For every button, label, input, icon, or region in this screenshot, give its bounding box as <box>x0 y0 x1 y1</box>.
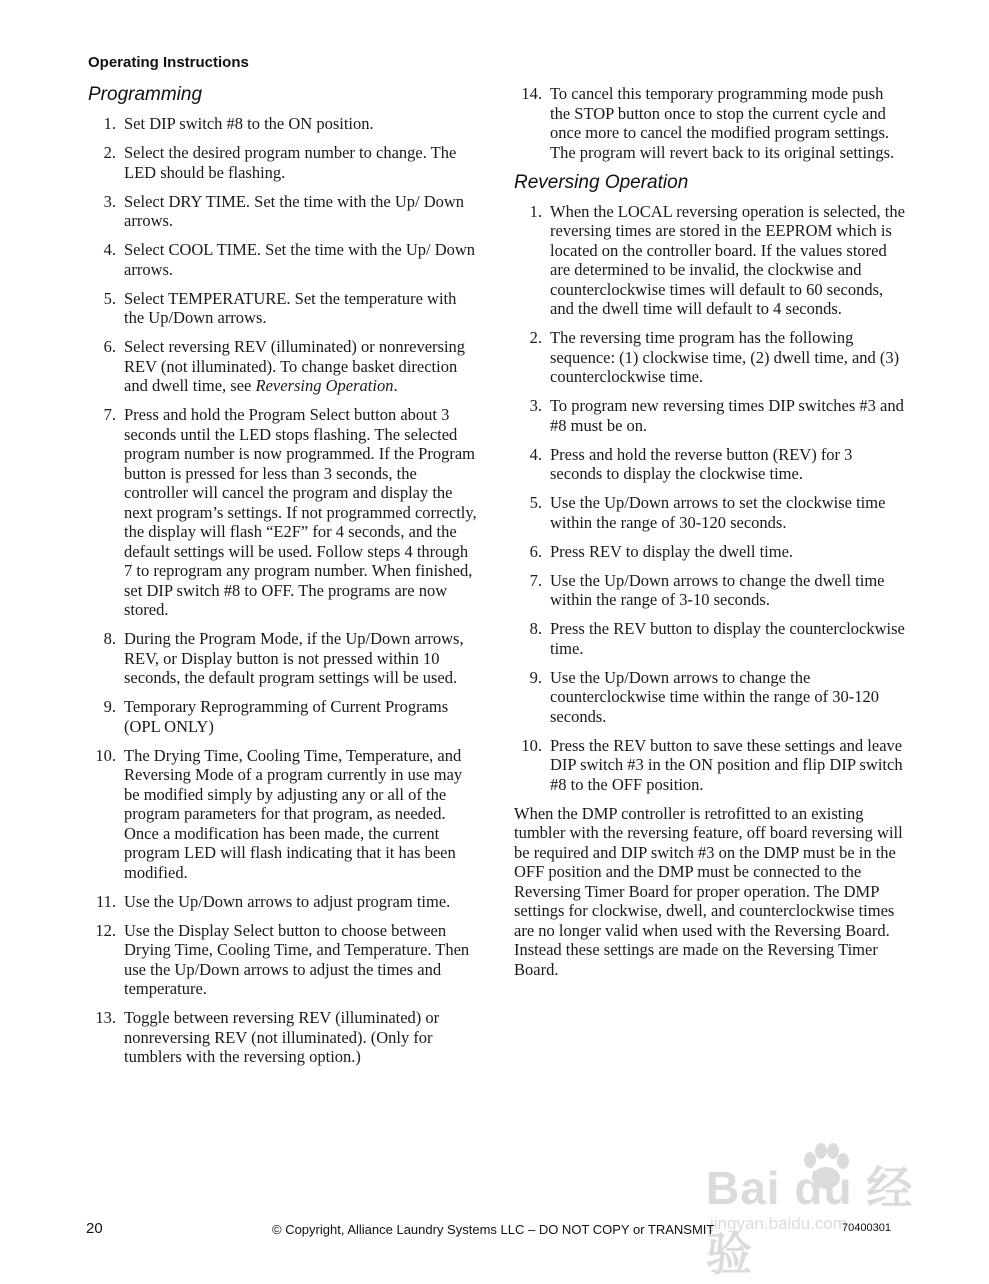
dmp-retrofit-note: When the DMP controller is retrofitted to an existing tumbler with the reversing feature, off board reversing will be required and DIP switch #3 on the DMP must be in the OFF position and the DMP must be connected to the Reversing Timer Board for proper operation. The DMP settings for clockwise, dwell, and counterclockwise times are no longer valid when used with the Reversing Board. Instead these settings are made on the Reversing Timer Board. <box>514 803 903 979</box>
list-item: 13. Toggle between reversing REV (illuminated) or nonreversing REV (not illuminated). (Only for tumblers with the reversing option.) <box>95 1008 440 1066</box>
programming-heading: Programming <box>88 84 203 105</box>
watermark-url: jingyan.baidu.com <box>710 1214 848 1233</box>
list-item: 6. Press REV to display the dwell time. <box>529 541 794 561</box>
right-column <box>514 80 906 979</box>
section-header: Operating Instructions <box>88 54 249 71</box>
list-item: 4. Select COOL TIME. Set the time with the Up/ Down arrows. <box>103 240 476 279</box>
reversing-steps <box>514 202 906 795</box>
list-item: 9. Temporary Reprogramming of Current Programs (OPL ONLY) <box>103 697 449 736</box>
page-footer <box>0 1218 989 1242</box>
list-item: 3. To program new reversing times DIP switches #3 and #8 must be on. <box>529 396 904 435</box>
programming-steps-continued <box>514 84 906 162</box>
list-item: 10. Press the REV button to save these settings and leave DIP switch #3 in the ON position and flip DIP switch #8 to the OFF position. <box>521 735 903 794</box>
list-item: 4. Press and hold the reverse button (REV) for 3 seconds to display the clockwise time. <box>529 444 853 483</box>
reversing-heading: Reversing Operation <box>514 171 689 193</box>
list-item: 8. During the Program Mode, if the Up/Down arrows, REV, or Display button is not pressed within 10 seconds, the default program settings will be used. <box>103 629 464 687</box>
copyright-notice: © Copyright, Alliance Laundry Systems LLC – DO NOT COPY or TRANSMIT <box>272 1222 715 1237</box>
left-column <box>88 80 480 1076</box>
list-item: 3. Select DRY TIME. Set the time with the Up/ Down arrows. <box>103 191 465 230</box>
list-item: 7. Press and hold the Program Select button about 3 seconds until the LED stops flashing. The selected program number is now programmed. If the Program button is pressed for less than 3 seconds, the controller will cancel the program and display the next program’s settings. If not programmed correctly, the display will flash “E2F” for 4 seconds, and the default settings will be used. Follow steps 4 through 7 to reprogram any program number. When finished, set DIP switch #8 to OFF. The programs are now stored. <box>103 405 477 619</box>
list-item: 14. To cancel this temporary programming mode push the STOP button once to stop the current cycle and once more to cancel the modified program settings. The program will revert back to its original settings. <box>521 84 895 162</box>
page-number: 20 <box>86 1220 103 1237</box>
list-item: 12. Use the Display Select button to choose between Drying Time, Cooling Time, and Temperature. Then use the Up/Down arrows to adjust the times and temperature. <box>95 920 470 998</box>
list-item: 6. Select reversing REV (illuminated) or nonreversing REV (not illuminated). To change basket direction and dwell time, see Reversing Operation. <box>103 337 466 395</box>
list-item: 9. Use the Up/Down arrows to change the counterclockwise time within the range of 30-120 seconds. <box>529 667 879 726</box>
list-item: 8. Press the REV button to display the counterclockwise time. <box>529 619 905 658</box>
document-number: 70400301 <box>842 1222 891 1234</box>
list-item: 2. Select the desired program number to change. The LED should be flashing. <box>103 143 457 182</box>
programming-steps <box>88 114 480 1067</box>
list-item: 5. Select TEMPERATURE. Set the temperature with the Up/Down arrows. <box>103 288 457 327</box>
list-item: 10. The Drying Time, Cooling Time, Temperature, and Reversing Mode of a program currently in use may be modified simply by adjusting any or all of the program parameters for that program, as needed. Once a modification has been made, the current program LED will flash indicating that it has been modified. <box>95 745 463 882</box>
list-item: 7. Use the Up/Down arrows to change the dwell time within the range of 3-10 seconds. <box>529 570 885 609</box>
list-item: 11. Use the Up/Down arrows to adjust program time. <box>95 891 451 911</box>
list-item: 5. Use the Up/Down arrows to set the clockwise time within the range of 30-120 seconds. <box>529 493 886 532</box>
watermark-brand: Bai du 经验 <box>706 1162 914 1280</box>
reversing-operation-reference: Reversing Operation <box>255 376 394 395</box>
list-item: 2. The reversing time program has the following sequence: (1) clockwise time, (2) dwell time, and (3) counterclockwise time. <box>529 328 900 386</box>
list-item: 1. Set DIP switch #8 to the ON position. <box>103 114 374 133</box>
list-item: 1. When the LOCAL reversing operation is selected, the reversing times are stored in the EEPROM which is located on the controller board. If the values stored are determined to be invalid, the clockwise and counterclockwise times will default to 60 seconds, and the dwell time will default to 4 seconds. <box>529 201 905 318</box>
